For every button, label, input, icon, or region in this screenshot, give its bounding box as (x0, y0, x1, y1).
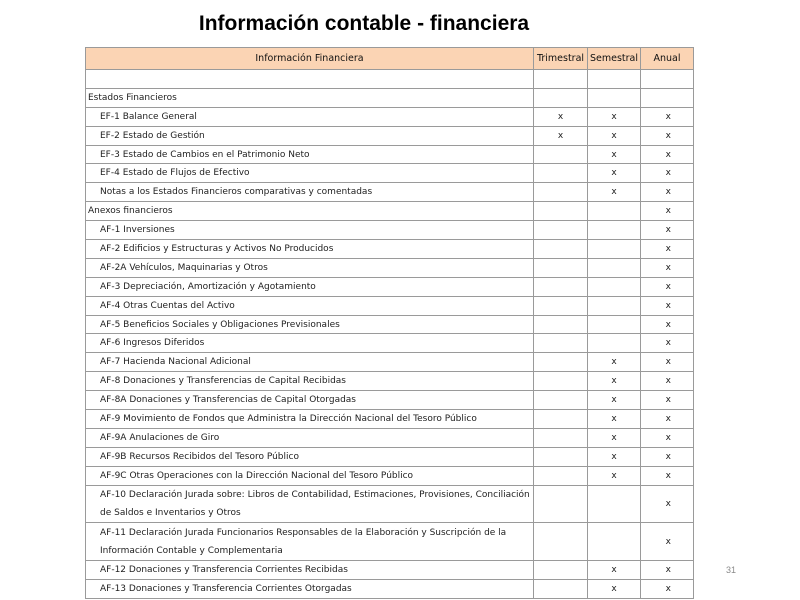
semestral-mark (588, 334, 641, 353)
table-row (86, 561, 694, 580)
semestral-mark: x (588, 107, 641, 126)
spacer-row (86, 70, 694, 89)
row-label: AF-9A Anulaciones de Giro (86, 428, 534, 447)
trimestral-mark (534, 258, 588, 277)
semestral-mark (588, 88, 641, 107)
anual-mark (641, 88, 694, 107)
table-row (86, 315, 694, 334)
table-row (86, 523, 694, 561)
trimestral-mark: x (534, 107, 588, 126)
table-row (86, 410, 694, 429)
semestral-mark: x (588, 126, 641, 145)
semestral-mark: x (588, 447, 641, 466)
row-label: Notas a los Estados Financieros comparativas y comentadas (86, 183, 534, 202)
table-row (86, 334, 694, 353)
table-row (86, 277, 694, 296)
header-trimestral: Trimestral (534, 48, 588, 70)
table-row (86, 466, 694, 485)
semestral-mark: x (588, 580, 641, 599)
row-label: AF-7 Hacienda Nacional Adicional (86, 353, 534, 372)
table-row (86, 221, 694, 240)
row-label: AF-8 Donaciones y Transferencias de Capital Recibidas (86, 372, 534, 391)
row-label: AF-9C Otras Operaciones con la Dirección Nacional del Tesoro Público (86, 466, 534, 485)
row-label: EF-1 Balance General (86, 107, 534, 126)
anual-mark: x (641, 372, 694, 391)
anual-mark: x (641, 523, 694, 561)
anual-mark: x (641, 466, 694, 485)
semestral-mark: x (588, 428, 641, 447)
anual-mark: x (641, 296, 694, 315)
anual-mark: x (641, 202, 694, 221)
table-row (86, 126, 694, 145)
section-row (86, 202, 694, 221)
row-label: AF-5 Beneficios Sociales y Obligaciones Previsionales (86, 315, 534, 334)
row-label: AF-9 Movimiento de Fondos que Administra la Dirección Nacional del Tesoro Público (86, 410, 534, 429)
anual-mark: x (641, 580, 694, 599)
spacer-cell (588, 70, 641, 89)
header-anual: Anual (641, 48, 694, 70)
page-number: 31 (726, 565, 737, 575)
trimestral-mark (534, 240, 588, 259)
trimestral-mark (534, 145, 588, 164)
table-row (86, 447, 694, 466)
anual-mark: x (641, 221, 694, 240)
anual-mark: x (641, 561, 694, 580)
row-label: AF-8A Donaciones y Transferencias de Capital Otorgadas (86, 391, 534, 410)
trimestral-mark (534, 523, 588, 561)
page-title: Información contable - financiera (198, 12, 530, 35)
anual-mark: x (641, 353, 694, 372)
table-row (86, 391, 694, 410)
row-label: AF-2A Vehículos, Maquinarias y Otros (86, 258, 534, 277)
table-header-row (86, 48, 694, 70)
semestral-mark: x (588, 410, 641, 429)
semestral-mark (588, 485, 641, 523)
row-label: Estados Financieros (86, 88, 534, 107)
row-label: AF-3 Depreciación, Amortización y Agotamiento (86, 277, 534, 296)
anual-mark: x (641, 410, 694, 429)
row-label: Anexos financieros (86, 202, 534, 221)
spacer-cell (534, 70, 588, 89)
row-label: AF-6 Ingresos Diferidos (86, 334, 534, 353)
table-row (86, 240, 694, 259)
semestral-mark: x (588, 466, 641, 485)
trimestral-mark (534, 391, 588, 410)
semestral-mark: x (588, 183, 641, 202)
semestral-mark (588, 258, 641, 277)
trimestral-mark (534, 428, 588, 447)
trimestral-mark (534, 183, 588, 202)
semestral-mark (588, 315, 641, 334)
row-label: AF-13 Donaciones y Transferencia Corrientes Otorgadas (86, 580, 534, 599)
trimestral-mark (534, 334, 588, 353)
anual-mark: x (641, 391, 694, 410)
anual-mark: x (641, 145, 694, 164)
semestral-mark (588, 277, 641, 296)
trimestral-mark: x (534, 126, 588, 145)
trimestral-mark (534, 353, 588, 372)
row-label: EF-2 Estado de Gestión (86, 126, 534, 145)
trimestral-mark (534, 277, 588, 296)
anual-mark: x (641, 428, 694, 447)
row-label: AF-1 Inversiones (86, 221, 534, 240)
semestral-mark: x (588, 145, 641, 164)
spacer-cell (641, 70, 694, 89)
anual-mark: x (641, 277, 694, 296)
header-informacion-financiera: Información Financiera (86, 48, 534, 70)
table-row (86, 164, 694, 183)
semestral-mark: x (588, 561, 641, 580)
table-row (86, 258, 694, 277)
trimestral-mark (534, 485, 588, 523)
table-row (86, 580, 694, 599)
semestral-mark (588, 523, 641, 561)
anual-mark: x (641, 183, 694, 202)
table-row (86, 353, 694, 372)
table-row (86, 485, 694, 523)
trimestral-mark (534, 410, 588, 429)
semestral-mark (588, 296, 641, 315)
trimestral-mark (534, 315, 588, 334)
semestral-mark (588, 202, 641, 221)
row-label: AF-12 Donaciones y Transferencia Corrientes Recibidas (86, 561, 534, 580)
row-label: AF-11 Declaración Jurada Funcionarios Responsables de la Elaboración y Suscripción de la Información Contable y Complementaria (86, 523, 534, 561)
anual-mark: x (641, 240, 694, 259)
table-row (86, 145, 694, 164)
trimestral-mark (534, 202, 588, 221)
semestral-mark: x (588, 164, 641, 183)
table-row (86, 372, 694, 391)
table-row (86, 183, 694, 202)
anual-mark: x (641, 258, 694, 277)
trimestral-mark (534, 561, 588, 580)
trimestral-mark (534, 88, 588, 107)
table-row (86, 428, 694, 447)
table-row (86, 107, 694, 126)
trimestral-mark (534, 466, 588, 485)
row-label: EF-4 Estado de Flujos de Efectivo (86, 164, 534, 183)
anual-mark: x (641, 126, 694, 145)
trimestral-mark (534, 580, 588, 599)
anual-mark: x (641, 447, 694, 466)
semestral-mark: x (588, 372, 641, 391)
trimestral-mark (534, 296, 588, 315)
header-semestral: Semestral (588, 48, 641, 70)
anual-mark: x (641, 315, 694, 334)
table-row (86, 296, 694, 315)
row-label: AF-4 Otras Cuentas del Activo (86, 296, 534, 315)
row-label: AF-2 Edificios y Estructuras y Activos No Producidos (86, 240, 534, 259)
anual-mark: x (641, 107, 694, 126)
section-row (86, 88, 694, 107)
semestral-mark (588, 240, 641, 259)
row-label: AF-10 Declaración Jurada sobre: Libros de Contabilidad, Estimaciones, Provisiones, Conciliación de Saldos e Inventarios y Otros (86, 485, 534, 523)
anual-mark: x (641, 485, 694, 523)
row-label: AF-9B Recursos Recibidos del Tesoro Público (86, 447, 534, 466)
trimestral-mark (534, 164, 588, 183)
semestral-mark: x (588, 353, 641, 372)
anual-mark: x (641, 164, 694, 183)
semestral-mark (588, 221, 641, 240)
spacer-cell (86, 70, 534, 89)
financial-info-table (85, 47, 694, 599)
anual-mark: x (641, 334, 694, 353)
trimestral-mark (534, 221, 588, 240)
trimestral-mark (534, 447, 588, 466)
trimestral-mark (534, 372, 588, 391)
row-label: EF-3 Estado de Cambios en el Patrimonio Neto (86, 145, 534, 164)
semestral-mark: x (588, 391, 641, 410)
